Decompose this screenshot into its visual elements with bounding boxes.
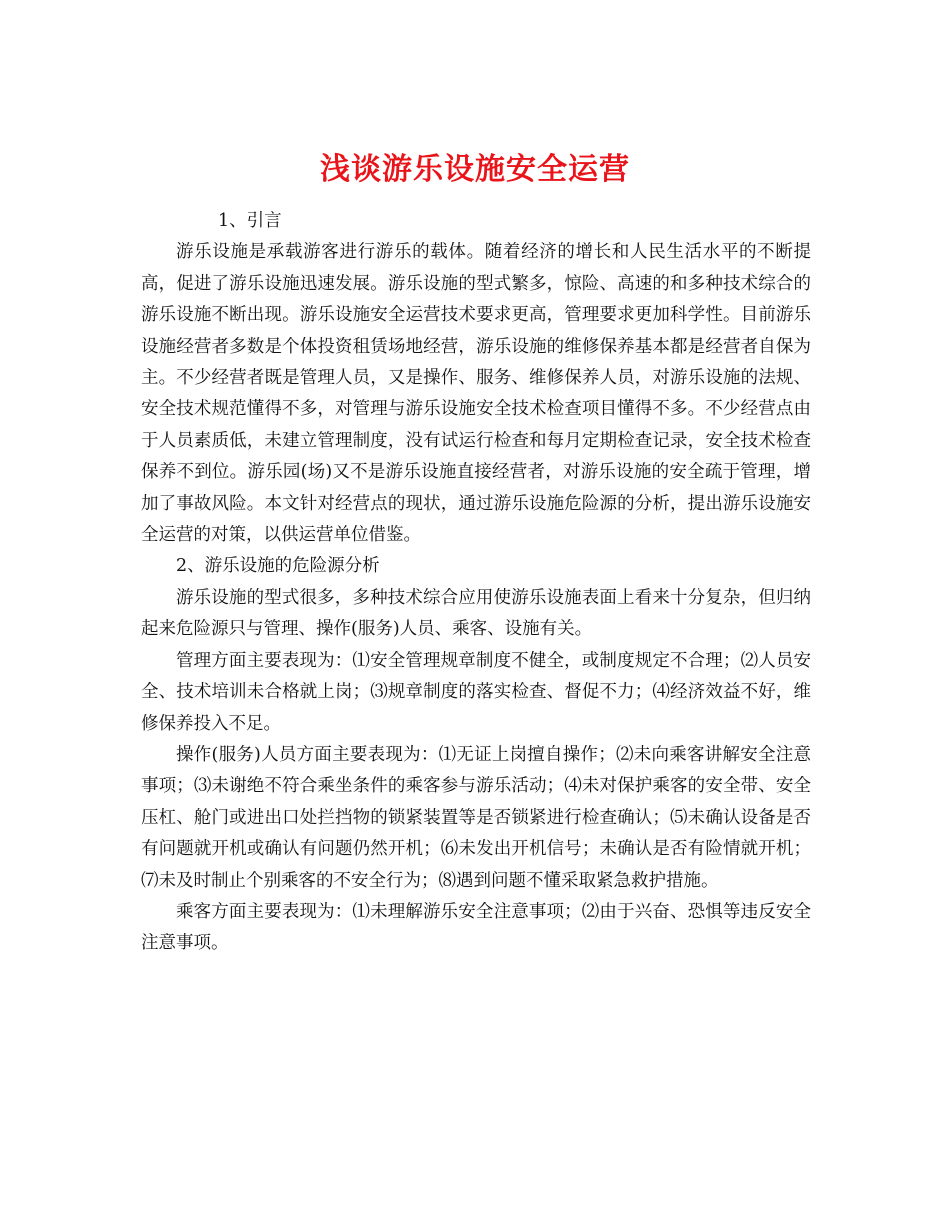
paragraph-introduction: 游乐设施是承载游客进行游乐的载体。随着经济的增长和人民生活水平的不断提高，促进了游乐设施迅速发展。游乐设施的型式繁多，惊险、高速的和多种技术综合的游乐设施不断出现。游乐设施安全运营技术要求更高，管理要求更加科学性。目前游乐设施经营者多数是个体投资租赁场地经营，游乐设施的维修保养基本都是经营者自保为主。不少经营者既是管理人员，又是操作、服务、维修保养人员，对游乐设施的法规、安全技术规范懂得不多，对管理与游乐设施安全技术检查项目懂得不多。不少经营点由于人员素质低，未建立管理制度，没有试运行检查和每月定期检查记录，安全技术检查保养不到位。游乐园(场)又不是游乐设施直接经营者，对游乐设施的安全疏于管理，增加了事故风险。本文针对经营点的现状，通过游乐设施危险源的分析，提出游乐设施安全运营的对策，以供运营单位借鉴。 — [141, 242, 811, 546]
paragraph-management: 管理方面主要表现为：⑴安全管理规章制度不健全，或制度规定不合理；⑵人员安全、技术培训未合格就上岗；⑶规章制度的落实检查、督促不力；⑷经济效益不好，维修保养投入不足。 — [141, 650, 811, 734]
page-title: 浅谈游乐设施安全运营 — [320, 152, 630, 188]
paragraph-passengers: 乘客方面主要表现为：⑴未理解游乐安全注意事项；⑵由于兴奋、恐惧等违反安全注意事项。 — [141, 901, 811, 954]
section-heading-introduction: 1、引言 — [218, 211, 282, 231]
paragraph-hazard-overview: 游乐设施的型式很多，多种技术综合应用使游乐设施表面上看来十分复杂，但归纳起来危险源只与管理、操作(服务)人员、乘客、设施有关。 — [141, 587, 811, 640]
section-heading-hazard-analysis: 2、游乐设施的危险源分析 — [176, 556, 380, 577]
paragraph-operators: 操作(服务)人员方面主要表现为：⑴无证上岗擅自操作；⑵未向乘客讲解安全注意事项；⑶未谢绝不符合乘坐条件的乘客参与游乐活动；⑷未对保护乘客的安全带、安全压杠、舱门或进出口处拦挡物的锁紧装置等是否锁紧进行检查确认；⑸未确认设备是否有问题就开机或确认有问题仍然开机；⑹未发出开机信号；未确认是否有险情就开机；⑺未及时制止个别乘客的不安全行为；⑻遇到问题不懂采取紧急救护措施。 — [141, 744, 811, 891]
article-body — [141, 206, 811, 960]
